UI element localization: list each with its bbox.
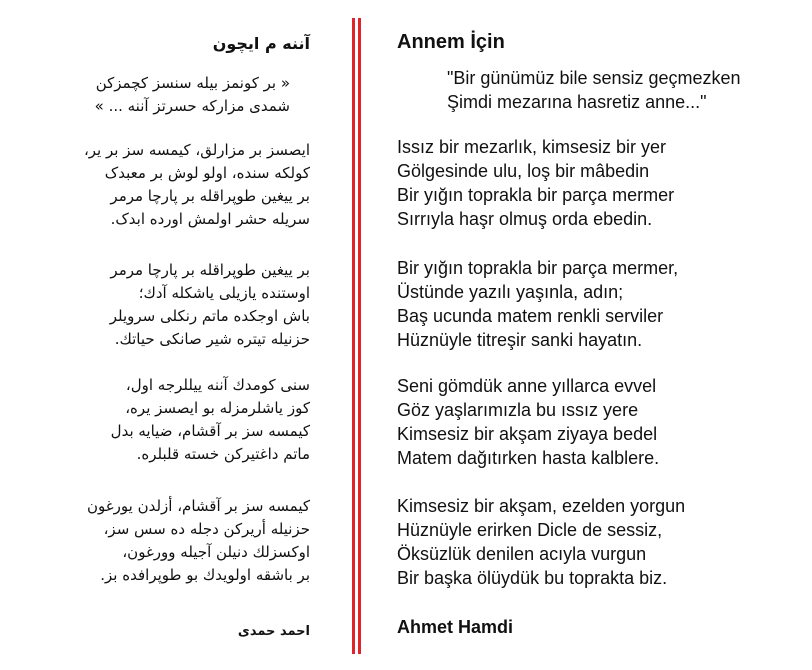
turkish-verse-line: Bir yığın toprakla bir parça mermer [397, 185, 675, 205]
ottoman-verse-line: باش اوجکده ماتم رنکلی سرویلر [109, 307, 310, 325]
turkish-verse-line: Kimsesiz bir akşam ziyaya bedel [397, 424, 658, 444]
turkish-verse-line: Seni gömdük anne yıllarca evvel [397, 376, 657, 396]
turkish-title: Annem İçin [397, 31, 505, 53]
turkish-verse-line: Hüznüyle erirken Dicle de sessiz, [397, 520, 663, 540]
ottoman-verse-line: حزنیله تیتره شیر صانکی حیاتك. [114, 330, 310, 348]
ottoman-verse-line: بر ییغین طوپراقله بر پارچا مرمر [110, 261, 310, 279]
ottoman-stanza-1 [84, 139, 310, 231]
ottoman-verse-line: کیمسه سز بر آقشام، أزلدن یورغون [87, 497, 310, 515]
ottoman-verse-line: ماتم داغتیرکن خسته قلبلره. [136, 445, 310, 463]
ottoman-verse-line: بر باشقه اولویدك بو طوپرافده بز. [100, 566, 310, 584]
ottoman-stanza-2 [110, 259, 310, 351]
ottoman-column [40, 20, 320, 660]
red-divider-line [358, 18, 361, 654]
ottoman-verse-line: سنی کومدك آننه ییللرجه اول، [125, 376, 310, 394]
ottoman-verse-line: ایصسز بر مزارلق، کیمسه سز بر یر، [83, 141, 310, 159]
ottoman-epigraph-line: « بر کونمز بیله سنسز کچمزکن [95, 74, 290, 92]
ottoman-verse-line: کولکه سنده، اولو لوش بر معبدک [104, 164, 310, 182]
turkish-verse-line: Bir başka ölüydük bu toprakta biz. [397, 568, 668, 588]
turkish-signature: Ahmet Hamdi [397, 617, 514, 637]
turkish-verse-line: Sırrıyla haşr olmuş orda ebedin. [397, 209, 653, 229]
turkish-stanza-3 [397, 374, 659, 470]
ottoman-stanza-4 [87, 495, 310, 587]
turkish-epigraph [447, 66, 741, 114]
red-divider-line [352, 18, 355, 654]
ottoman-epigraph-line: شمدی مزارکه حسرتز آننه ... » [94, 97, 290, 115]
ottoman-verse-line: اوستنده یازیلی یاشکله آدك؛ [138, 284, 310, 302]
turkish-epigraph-line: "Bir günümüz bile sensiz geçmezken [447, 68, 741, 88]
ottoman-verse-line: اوکسزلك دنیلن آجیله وورغون، [122, 543, 310, 561]
turkish-verse-line: Gölgesinde ulu, loş bir mâbedin [397, 161, 650, 181]
ottoman-verse-line: کیمسه سز بر آقشام، ضیایه بدل [110, 422, 310, 440]
turkish-stanza-2 [397, 256, 678, 352]
ottoman-verse-line: حزنیله أریرکن دجله ده سس سز، [103, 520, 310, 538]
turkish-verse-line: Öksüzlük denilen acıyla vurgun [397, 544, 647, 564]
turkish-verse-line: Üstünde yazılı yaşınla, adın; [397, 282, 624, 302]
turkish-verse-line: Issız bir mezarlık, kimsesiz bir yer [397, 137, 667, 157]
turkish-stanza-1 [397, 135, 674, 231]
ottoman-title: آننه م ایچون [212, 34, 310, 53]
turkish-verse-line: Baş ucunda matem renkli serviler [397, 306, 664, 326]
turkish-verse-line: Kimsesiz bir akşam, ezelden yorgun [397, 496, 686, 516]
turkish-column [397, 20, 797, 660]
turkish-verse-line: Hüznüyle titreşir sanki hayatın. [397, 330, 643, 350]
ottoman-stanza-3 [111, 374, 310, 466]
turkish-stanza-4 [397, 494, 685, 590]
ottoman-signature: احمد حمدی [237, 624, 310, 639]
turkish-verse-line: Göz yaşlarımızla bu ıssız yere [397, 400, 639, 420]
turkish-epigraph-line: Şimdi mezarına hasretiz anne..." [447, 92, 707, 112]
ottoman-verse-line: کوز یاشلرمزله بو ایصسز یره، [125, 399, 310, 417]
turkish-verse-line: Bir yığın toprakla bir parça mermer, [397, 258, 679, 278]
ottoman-verse-line: بر ییغین طوپراقله بر پارچا مرمر [110, 187, 310, 205]
ottoman-verse-line: سریله حشر اولمش اورده ابدک. [110, 210, 310, 228]
ottoman-epigraph [95, 72, 290, 118]
turkish-verse-line: Matem dağıtırken hasta kalblere. [397, 448, 660, 468]
